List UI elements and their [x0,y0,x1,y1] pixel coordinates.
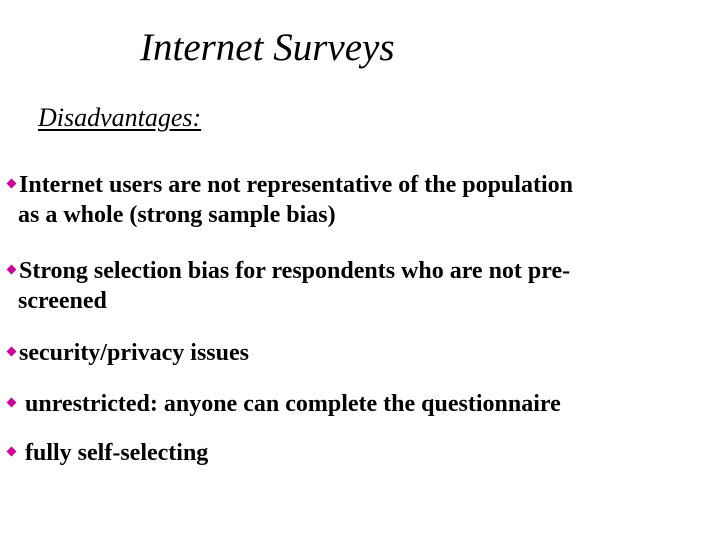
bullet-text-line1: Internet users are not representative of the population [19,172,573,198]
bullet-text-line1: unrestricted: anyone can complete the questionnaire [25,391,561,417]
bullet-item-selection-bias [4,256,694,316]
bullet-item-self-selecting [4,438,694,468]
diamond-icon [7,265,17,275]
bullet-item-unrestricted [4,389,694,419]
slide-title: Internet Surveys [140,26,395,69]
diamond-icon [7,447,17,457]
bullet-text-line2: as a whole (strong sample bias) [18,202,336,228]
diamond-icon [7,347,17,357]
bullet-item-sample-bias [4,170,694,230]
bullet-text-line1: Strong selection bias for respondents who are not pre- [19,258,571,284]
bullet-text-line1: fully self-selecting [25,440,209,466]
bullet-text-line1: security/privacy issues [19,340,249,366]
bullet-item-security [4,338,694,368]
disadvantages-heading: Disadvantages: [38,103,202,132]
bullet-text-line2: screened [18,288,107,314]
diamond-icon [7,398,17,408]
diamond-icon [7,179,17,189]
